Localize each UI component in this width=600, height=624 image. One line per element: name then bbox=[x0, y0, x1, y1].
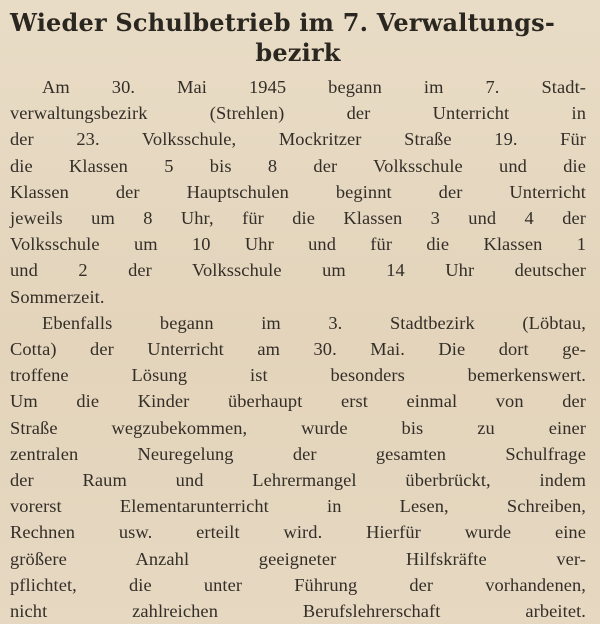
text-line: Klassen der Hauptschulen beginnt der Unterricht bbox=[10, 181, 586, 202]
headline-line: bezirk bbox=[255, 38, 341, 67]
text-line: nicht zahlreichen Berufslehrerschaft arbeitet. bbox=[10, 601, 586, 622]
text-line: verwaltungsbezirk (Strehlen) der Unterricht in bbox=[10, 103, 586, 124]
text-line: Ebenfalls begann im 3. Stadtbezirk (Löbtau, bbox=[42, 312, 586, 333]
text-line: Um die Kinder überhaupt erst einmal von der bbox=[10, 391, 586, 412]
text-line: größere Anzahl geeigneter Hilfskräfte ver- bbox=[10, 548, 586, 569]
text-line: jeweils um 8 Uhr, für die Klassen 3 und 4 der bbox=[10, 208, 586, 229]
text-line: der Raum und Lehrermangel überbrückt, indem bbox=[10, 470, 586, 491]
text-line: troffene Lösung ist besonders bemerkenswert. bbox=[10, 365, 586, 386]
text-line: zentralen Neuregelung der gesamten Schulfrage bbox=[10, 443, 586, 464]
text-line: Volksschule um 10 Uhr und für die Klassen 1 bbox=[10, 234, 586, 255]
text-line: Straße wegzubekommen, wurde bis zu einer bbox=[10, 417, 586, 438]
article-body bbox=[10, 74, 586, 624]
text-line: vorerst Elementarunterricht in Lesen, Schreiben, bbox=[10, 496, 586, 517]
text-line: und 2 der Volksschule um 14 Uhr deutscher bbox=[10, 260, 586, 281]
headline-line: Wieder Schulbetrieb im 7. Verwaltungs- bbox=[10, 8, 556, 37]
text-line: die Klassen 5 bis 8 der Volksschule und die bbox=[10, 155, 586, 176]
paragraph-1 bbox=[10, 74, 586, 310]
paragraph-2 bbox=[10, 310, 586, 624]
text-line: pflichtet, die unter Führung der vorhandenen, bbox=[10, 574, 586, 595]
text-line: der 23. Volksschule, Mockritzer Straße 19. Für bbox=[10, 129, 586, 150]
text-line: Cotta) der Unterricht am 30. Mai. Die dort ge- bbox=[10, 339, 586, 360]
text-line: Sommerzeit. bbox=[10, 286, 105, 307]
text-line: Am 30. Mai 1945 begann im 7. Stadt- bbox=[42, 77, 586, 97]
text-line: Rechnen usw. erteilt wird. Hierfür wurde eine bbox=[10, 522, 586, 543]
headline bbox=[10, 8, 586, 68]
